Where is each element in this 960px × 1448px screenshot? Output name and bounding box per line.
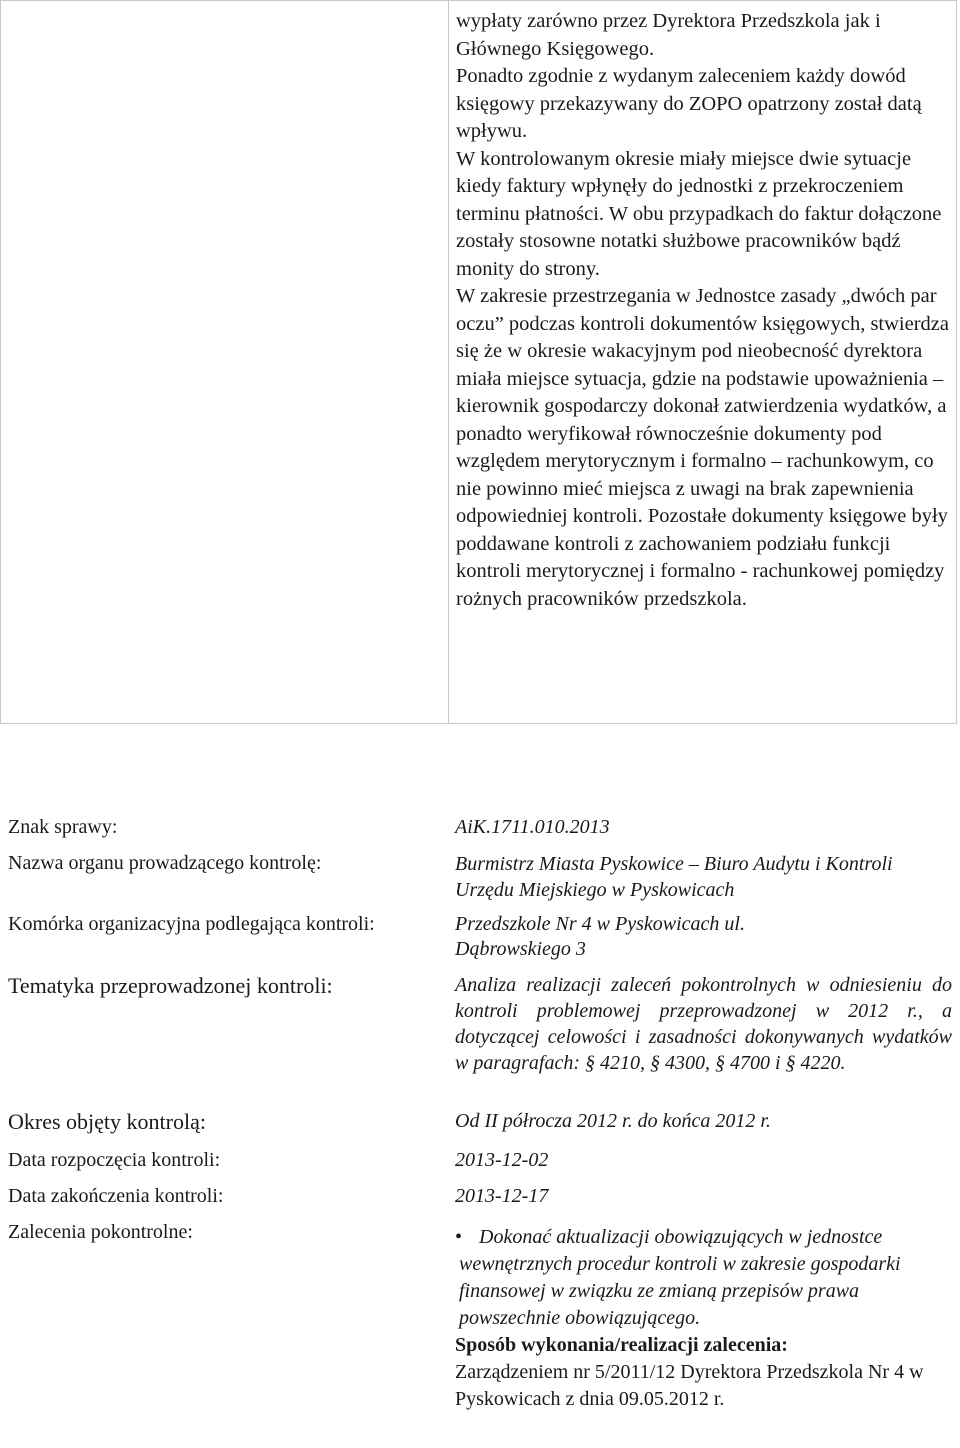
recommendations-block [455,1224,955,1413]
start-date-label: Data rozpoczęcia kontroli: [8,1149,221,1171]
organ-value: Burmistrz Miasta Pyskowice – Biuro Audytu i Kontroli Urzędu Miejskiego w Pyskowicach [455,853,893,901]
finding-paragraph: W zakresie przestrzegania w Jednostce zasady „dwóch par oczu” podczas kontroli dokumentów księgowych, stwierdza się że w okresie wakacyjnym pod nieobecność dyrektora miała miejsce sytuacja, gdzie na podstawie upoważnienia – kierownik gospodarczy dokonał zatwierdzenia wydatków, a ponadto weryfikował równocześnie dokumenty pod względem merytorycznym i formalno – rachunkowym, co nie powinno mieć miejsca z uwagi na brak zapewnienia odpowiedniej kontroli. Pozostałe dokumenty księgowe były poddawane kontroli z zachowaniem podziału funkcji kontroli merytorycznej i formalno - rachunkowej pomiędzy rożnych pracowników przedszkola. [456,285,950,610]
unit-label: Komórka organizacyjna podlegająca kontroli: [8,913,375,935]
recommendations-label: Zalecenia pokontrolne: [8,1221,193,1243]
end-date-label: Data zakończenia kontroli: [8,1185,224,1207]
topic-label: Tematyka przeprowadzonej kontroli: [8,973,333,998]
period-value: Od II półrocza 2012 r. do końca 2012 r. [455,1110,771,1132]
topic-value: Analiza realizacji zaleceń pokontrolnych w odniesieniu do kontroli problemowej przeprowadzonej w 2012 r., a dotyczącej celowości i zasadności dokonywanych wydatków w paragrafach: § 4210, § 4300, § 4700 i § 4220. [455,974,952,1074]
bullet-icon: • [455,1226,463,1248]
finding-paragraph: wypłaty zarówno przez Dyrektora Przedszkola jak i Głównego Księgowego. [456,10,881,60]
end-date-value: 2013-12-17 [455,1185,549,1207]
previous-findings-text [456,8,952,613]
recommendation-item [455,1224,955,1332]
finding-paragraph: W kontrolowanym okresie miały miejsce dwie sytuacje kiedy faktury wpłynęły do jednostki z przekroczeniem terminu płatności. W obu przypadkach do faktur dołączone zostały stosowne notatki służbowe pracowników bądź monity do strony. [456,147,942,280]
unit-value: Przedszkole Nr 4 w Pyskowicach ul. Dąbrowskiego 3 [455,913,745,960]
implementation-value: Zarządzeniem nr 5/2011/12 Dyrektora Przedszkola Nr 4 w Pyskowicach z dnia 09.05.2012 r. [455,1361,924,1410]
implementation-label: Sposób wykonania/realizacji zalecenia: [455,1334,788,1356]
start-date-value: 2013-12-02 [455,1149,549,1171]
organ-label: Nazwa organu prowadzącego kontrolę: [8,852,322,874]
recommendation-list [455,1224,955,1332]
case-number-value: AiK.1711.010.2013 [455,816,610,838]
column-divider [448,1,449,723]
period-label: Okres objęty kontrolą: [8,1109,206,1134]
recommendation-text: Dokonać aktualizacji obowiązujących w jednostce wewnętrznych procedur kontroli w zakresie gospodarki finansowej w związku ze zmianą przepisów prawa powszechnie obowiązującego. [459,1226,901,1329]
case-number-label: Znak sprawy: [8,816,118,838]
finding-paragraph: Ponadto zgodnie z wydanym zaleceniem każdy dowód księgowy przekazywany do ZOPO opatrzony został datą wpływu. [456,65,922,142]
